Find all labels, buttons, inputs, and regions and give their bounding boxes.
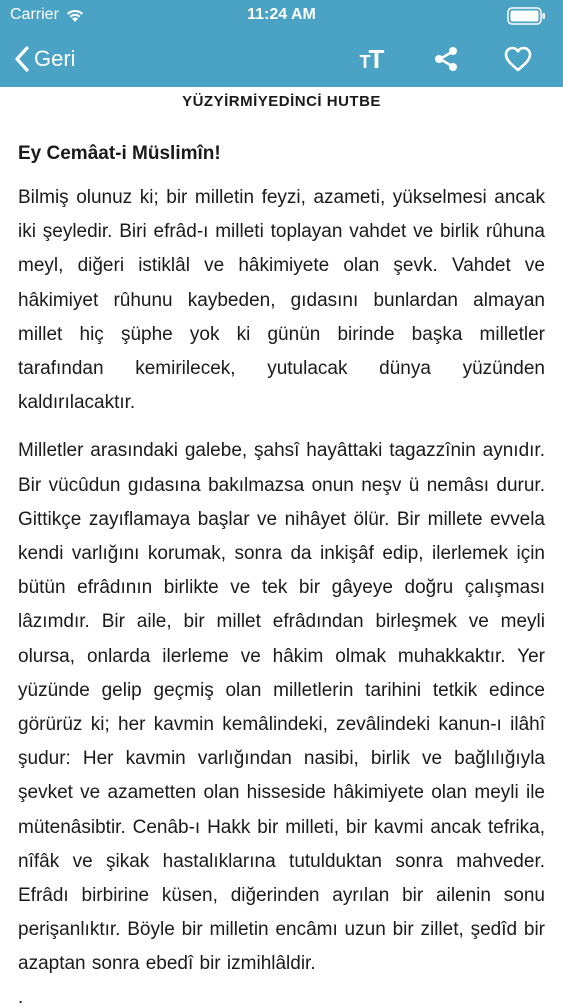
status-time: 11:24 AM xyxy=(247,6,316,23)
navigation-bar xyxy=(0,32,563,87)
share-button[interactable] xyxy=(429,42,463,76)
text-size-icon: TT xyxy=(359,44,385,74)
status-bar xyxy=(0,0,563,32)
sermon-content xyxy=(18,87,545,1008)
trailing-mark: . xyxy=(18,986,24,1008)
chevron-left-icon xyxy=(14,45,30,73)
share-icon xyxy=(432,45,460,73)
favorite-button[interactable] xyxy=(501,42,535,76)
text-size-button[interactable] xyxy=(355,42,389,76)
sermon-paragraph: Milletler arasındaki galebe, şahsî hayâttaki tagazzînin aynıdır. Bir vücûdun gıdasına bakılmazsa onun neşv ü nemâsı durur. Gittikçe zayıflamaya başlar ve nihâyet ölür. Bir millete evvela kendi varlığını korumak, sonra da inkişâf edip, ilerlemek için bütün efrâdının birlikte ve tek bir gâyeye doğru çalışması lâzımdır. Bir aile, bir millet efrâdından birleşmek ve meyli olursa, onlarda ilerleme ve hâkim olmak muhakkaktır. Yer yüzünde gelip geçmiş olan milletlerin tarihini tetkik edince görürüz ki; her kavmin kemâlindeki, zevâlindeki kanun-ı ilâhî şudur: Her kavmin varlığından nasibi, birlik ve bağlılığıyla şevket ve azametten olan hisseside hâkimiyete olan meyli ile mütenâsibtir. Cenâb-ı Hakk bir milleti, bir kavmi ancak tefrika, nîfâk ve şikak hastalıklarına tutulduktan sonra mahveder. Efrâdı birbirine küsen, diğerinden ayrılan bir ailenin sonu perişanlıktır. Böyle bir milletin encâmı uzun bir zillet, şedîd bir azaptan sonra ebedî bir izmihlâldir. xyxy=(18,440,545,975)
battery-icon xyxy=(507,7,547,25)
sermon-paragraph: Bilmiş olunuz ki; bir milletin feyzi, azameti, yükselmesi ancak iki şeyledir. Biri efrâd-ı milleti toplayan vahdet ve birlik rûhuna meyl, diğeri istiklâl ve hâkimiyete olan şevk. Vahdet ve hâkimiyet rûhunu kaybeden, gıdasını bunlardan almayan millet hiç şüphe yok ki günün birinde başka milletler tarafından kemirilecek, yutulacak dünya yüzünden kaldırılacaktır. xyxy=(18,187,545,414)
back-label: Geri xyxy=(34,46,76,71)
sermon-greeting: Ey Cemâat-i Müslimîn! xyxy=(18,143,221,164)
heart-icon xyxy=(503,45,533,73)
sermon-title: YÜZYİRMİYEDİNCİ HUTBE xyxy=(182,93,381,110)
carrier-label: Carrier xyxy=(10,6,59,23)
back-button[interactable] xyxy=(14,41,76,77)
